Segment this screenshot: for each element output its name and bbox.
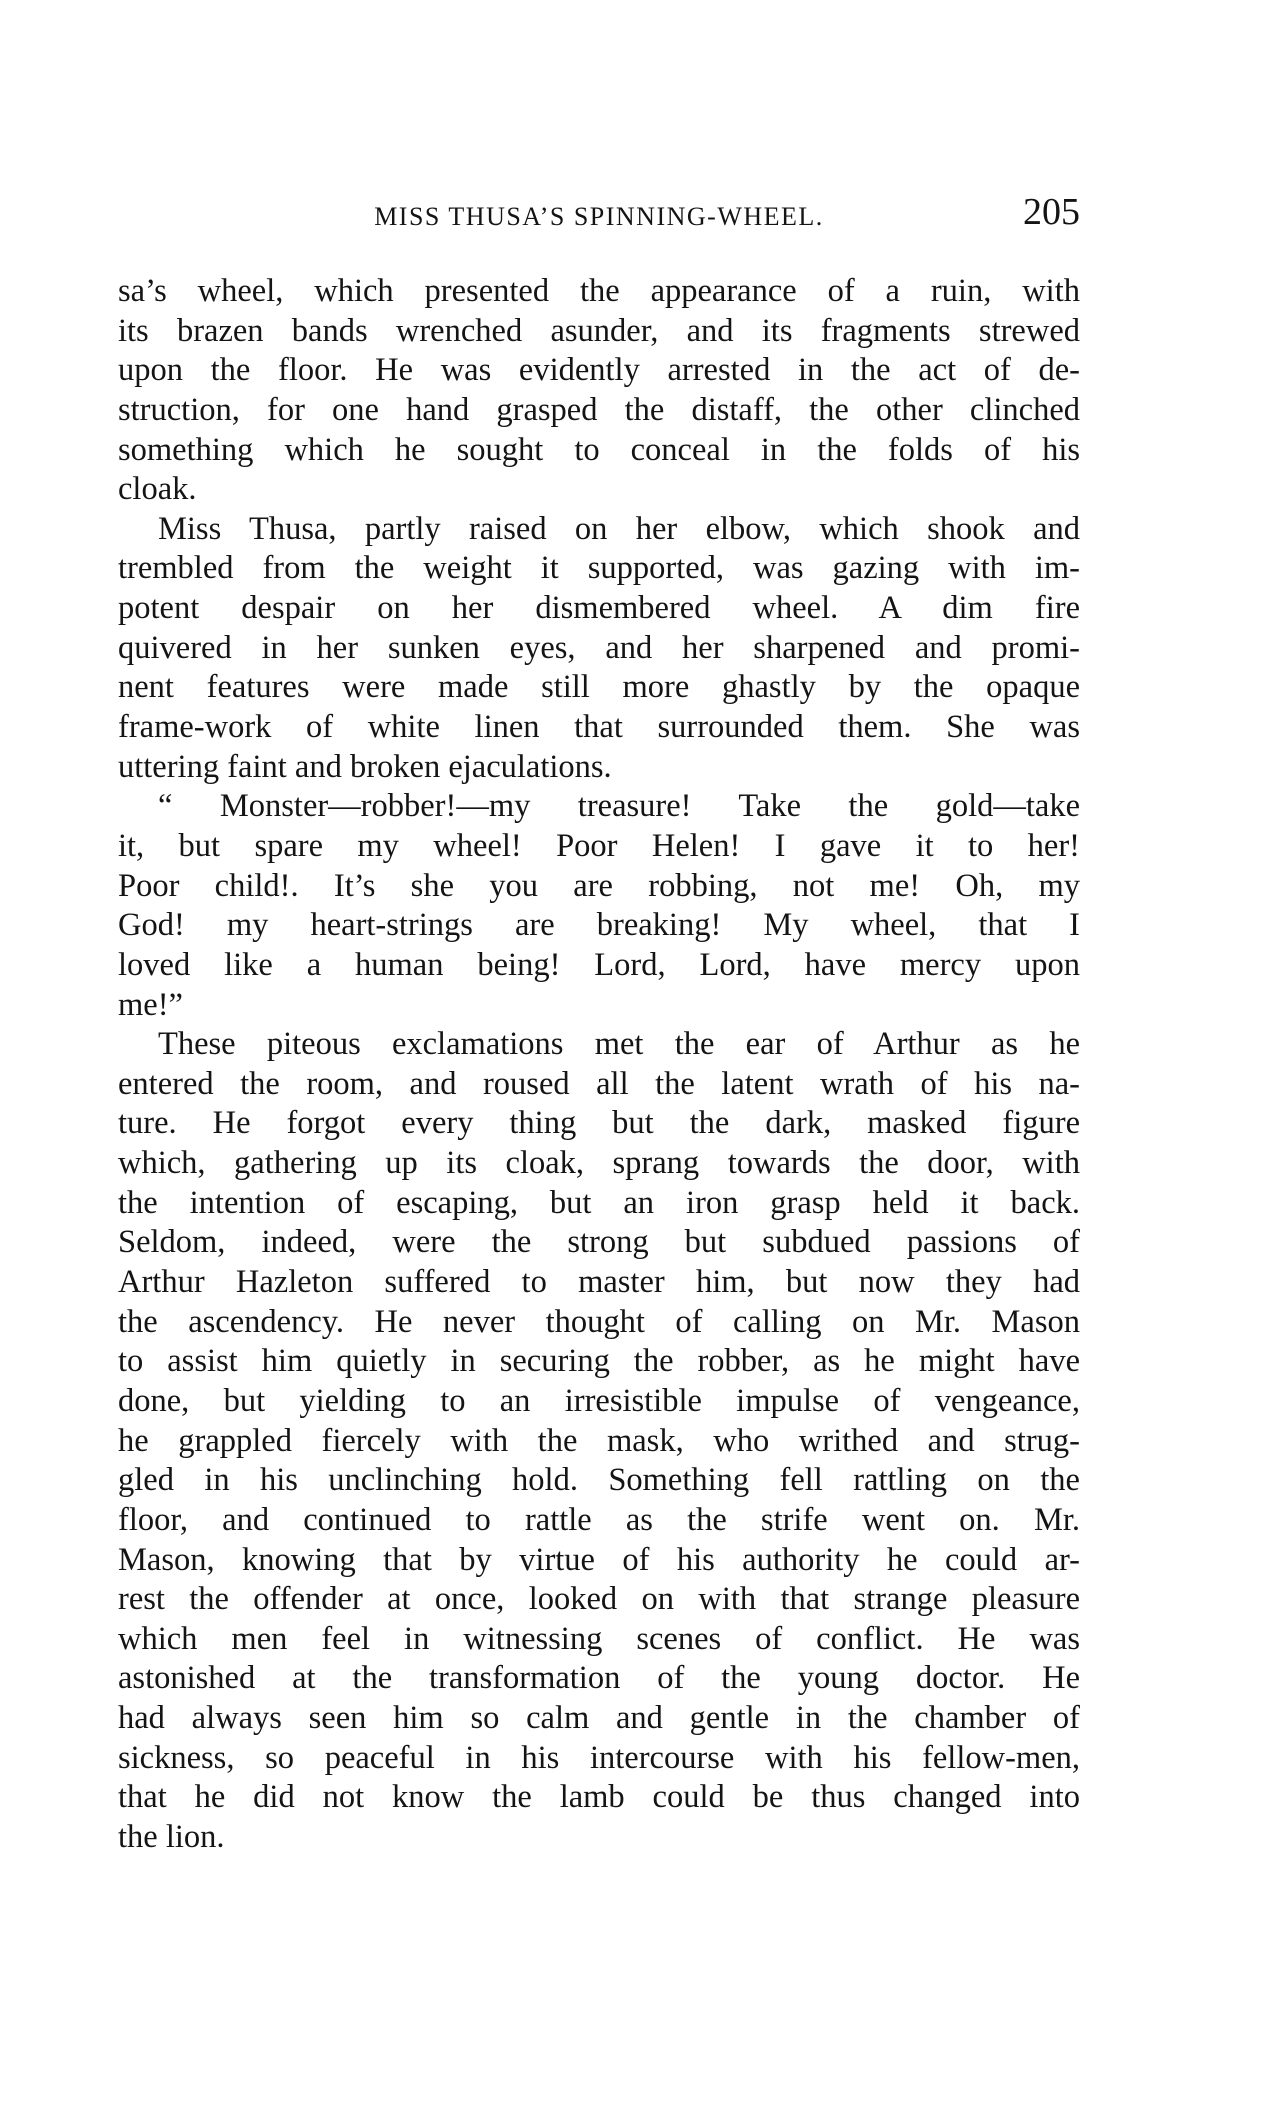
text-line: loved like a human being! Lord, Lord, have mercy upon: [118, 946, 1080, 983]
text-line: nent features were made still more ghastly by the opaque: [118, 669, 1080, 706]
text-line: Miss Thusa, partly raised on her elbow, which shook and: [158, 510, 1080, 547]
text-line: cloak.: [118, 471, 197, 508]
text-line: it, but spare my wheel! Poor Helen! I gave it to her!: [118, 827, 1080, 864]
text-line: Arthur Hazleton suffered to master him, but now they had: [118, 1264, 1080, 1301]
text-line: sickness, so peaceful in his intercourse with his fellow-men,: [118, 1739, 1080, 1776]
text-line: to assist him quietly in securing the robber, as he might have: [118, 1343, 1080, 1380]
text-line: quivered in her sunken eyes, and her sharpened and promi-: [118, 629, 1080, 666]
text-line: potent despair on her dismembered wheel. A dim fire: [118, 590, 1080, 627]
text-line: floor, and continued to rattle as the strife went on. Mr.: [118, 1501, 1080, 1538]
text-line: that he did not know the lamb could be thus changed into: [118, 1779, 1080, 1816]
text-line: Seldom, indeed, were the strong but subdued passions of: [118, 1224, 1080, 1261]
text-line: “ Monster—robber!—my treasure! Take the gold—take: [158, 788, 1080, 825]
text-line: Poor child!. It’s she you are robbing, not me! Oh, my: [118, 867, 1080, 904]
text-line: God! my heart-strings are breaking! My wheel, that I: [118, 907, 1080, 944]
text-line: upon the floor. He was evidently arrested in the act of de-: [118, 352, 1080, 389]
text-line: something which he sought to conceal in the folds of his: [118, 431, 1080, 468]
text-line: its brazen bands wrenched asunder, and its fragments strewed: [118, 312, 1080, 349]
text-line: trembled from the weight it supported, was gazing with im-: [118, 550, 1080, 587]
text-line: rest the offender at once, looked on with that strange pleasure: [118, 1581, 1080, 1618]
text-line: he grappled fiercely with the mask, who writhed and strug-: [118, 1422, 1080, 1459]
text-line: me!”: [118, 986, 183, 1023]
text-line: uttering faint and broken ejaculations.: [118, 748, 612, 785]
text-line: sa’s wheel, which presented the appearance of a ruin, with: [118, 273, 1080, 309]
running-head: [118, 190, 1080, 240]
text-line: which men feel in witnessing scenes of conflict. He was: [118, 1620, 1080, 1657]
text-line: ture. He forgot every thing but the dark, masked figure: [118, 1105, 1080, 1142]
text-line: gled in his unclinching hold. Something fell rattling on the: [118, 1462, 1080, 1499]
text-line: These piteous exclamations met the ear of Arthur as he: [158, 1026, 1080, 1063]
page-number: 205: [1023, 191, 1080, 233]
text-line: the lion.: [118, 1818, 225, 1855]
text-line: the intention of escaping, but an iron grasp held it back.: [118, 1184, 1080, 1221]
text-line: the ascendency. He never thought of calling on Mr. Mason: [118, 1303, 1080, 1340]
text-line: done, but yielding to an irresistible impulse of vengeance,: [118, 1382, 1080, 1419]
text-line: Mason, knowing that by virtue of his authority he could ar-: [118, 1541, 1080, 1578]
text-line: had always seen him so calm and gentle in the chamber of: [118, 1700, 1080, 1737]
text-line: frame-work of white linen that surrounded them. She was: [118, 709, 1080, 746]
body-text: [118, 272, 1080, 1858]
text-line: astonished at the transformation of the young doctor. He: [118, 1660, 1080, 1697]
running-title: MISS THUSA’S SPINNING-WHEEL.: [374, 202, 824, 231]
text-line: entered the room, and roused all the latent wrath of his na-: [118, 1065, 1080, 1102]
text-line: struction, for one hand grasped the distaff, the other clinched: [118, 391, 1080, 428]
text-line: which, gathering up its cloak, sprang towards the door, with: [118, 1145, 1080, 1182]
